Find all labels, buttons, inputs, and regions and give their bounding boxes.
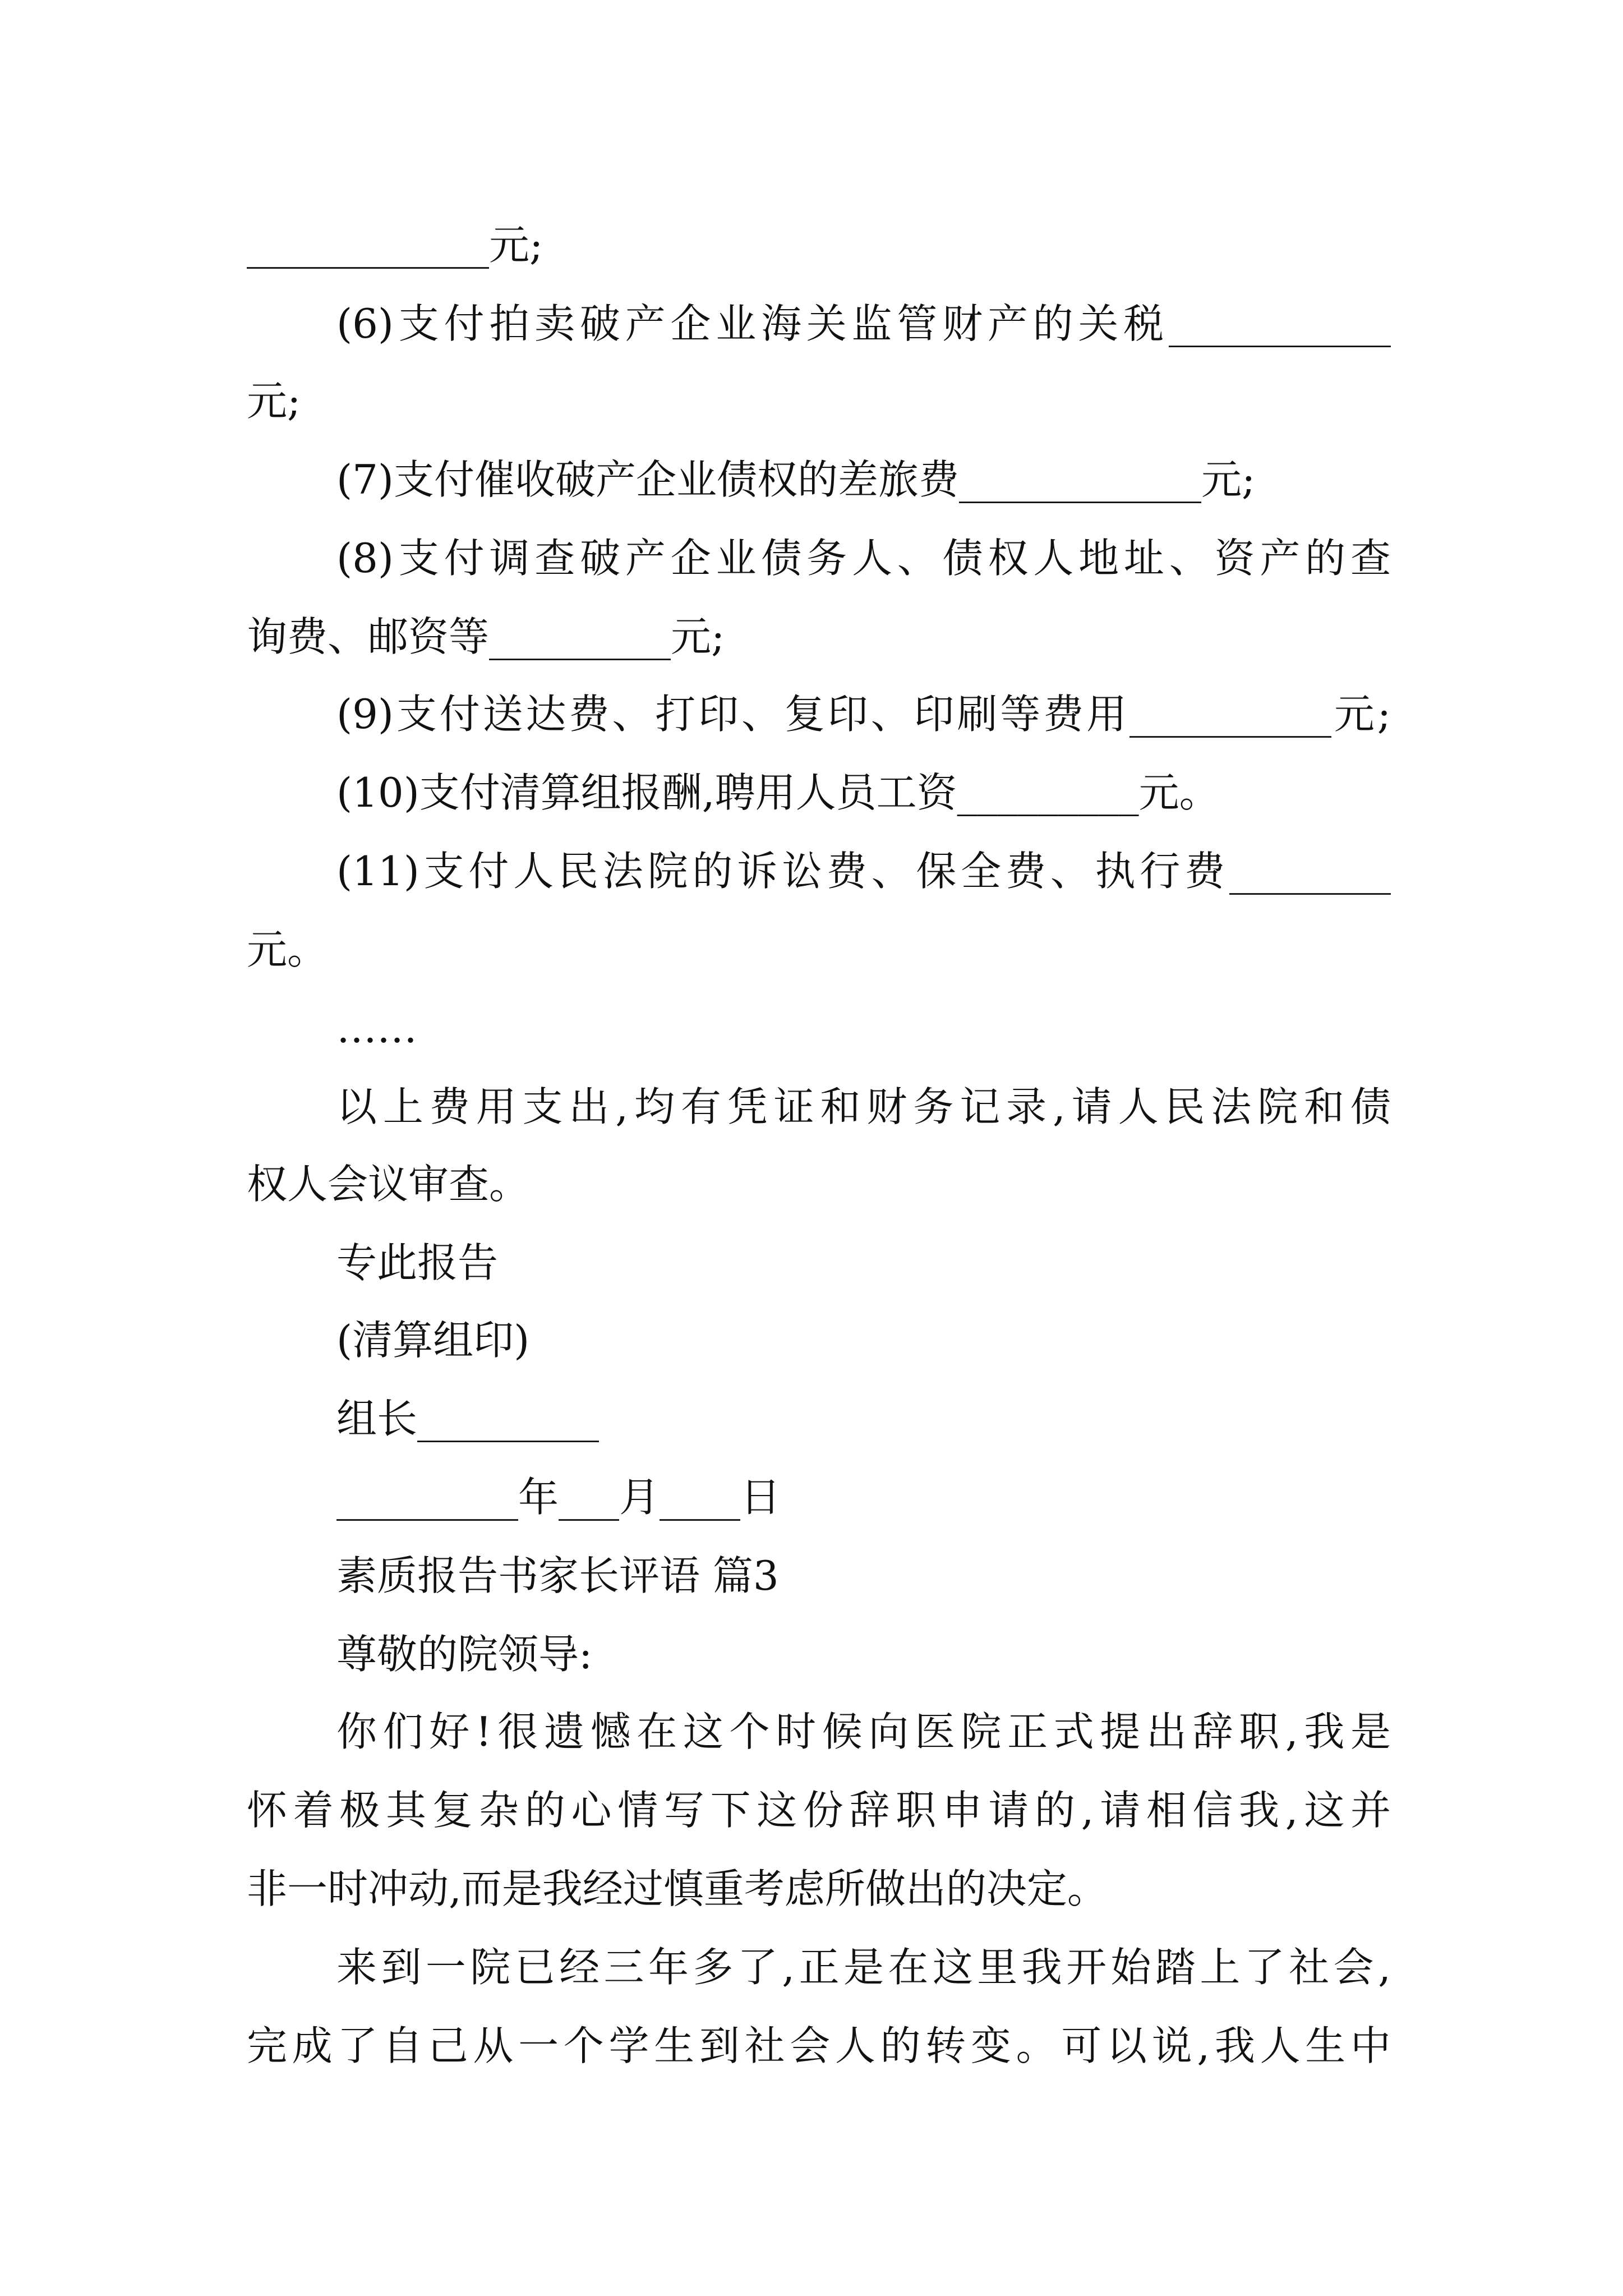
item-11-continuation: 元。 bbox=[247, 926, 328, 973]
item-11-line: (11)支付人民法院的诉讼费、保全费、执行费________ bbox=[336, 848, 1391, 895]
text-line-blank-yuan: ____________元; bbox=[247, 222, 543, 269]
item-10-line: (10)支付清算组报酬,聘用人员工资_________元。 bbox=[336, 769, 1220, 816]
item-8-line: (8)支付调查破产企业债务人、债权人地址、资产的查 bbox=[336, 535, 1391, 582]
date-line: _________年___月____日 bbox=[336, 1474, 781, 1521]
group-leader-line: 组长_________ bbox=[336, 1395, 600, 1442]
item-9-line: (9)支付送达费、打印、复印、印刷等费用__________元; bbox=[336, 691, 1391, 738]
item-6-continuation: 元; bbox=[247, 378, 301, 425]
expense-statement-line: 以上费用支出,均有凭证和财务记录,请人民法院和债 bbox=[336, 1083, 1391, 1130]
paragraph-1-line-2: 怀着极其复杂的心情写下这份辞职申请的,请相信我,这并 bbox=[247, 1787, 1391, 1834]
salutation: 尊敬的院领导: bbox=[336, 1631, 593, 1678]
expense-statement-continuation: 权人会议审查。 bbox=[247, 1161, 530, 1208]
item-6-line: (6)支付拍卖破产企业海关监管财产的关税___________ bbox=[336, 300, 1391, 347]
seal-line: (清算组印) bbox=[336, 1317, 530, 1364]
report-closing: 专此报告 bbox=[336, 1239, 499, 1286]
section-heading: 素质报告书家长评语 篇3 bbox=[336, 1552, 779, 1599]
paragraph-1-line-1: 你们好!很遗憾在这个时候向医院正式提出辞职,我是 bbox=[336, 1708, 1391, 1755]
ellipsis-line: …… bbox=[336, 1005, 417, 1052]
paragraph-1-line-3: 非一时冲动,而是我经过慎重考虑所做出的决定。 bbox=[247, 1865, 1108, 1912]
paragraph-2-line-1: 来到一院已经三年多了,正是在这里我开始踏上了社会, bbox=[336, 1944, 1391, 1991]
item-7-line: (7)支付催收破产企业债权的差旅费____________元; bbox=[336, 456, 1256, 503]
paragraph-2-line-2: 完成了自己从一个学生到社会人的转变。可以说,我人生中 bbox=[247, 2022, 1391, 2069]
item-8-continuation: 询费、邮资等_________元; bbox=[247, 613, 725, 660]
